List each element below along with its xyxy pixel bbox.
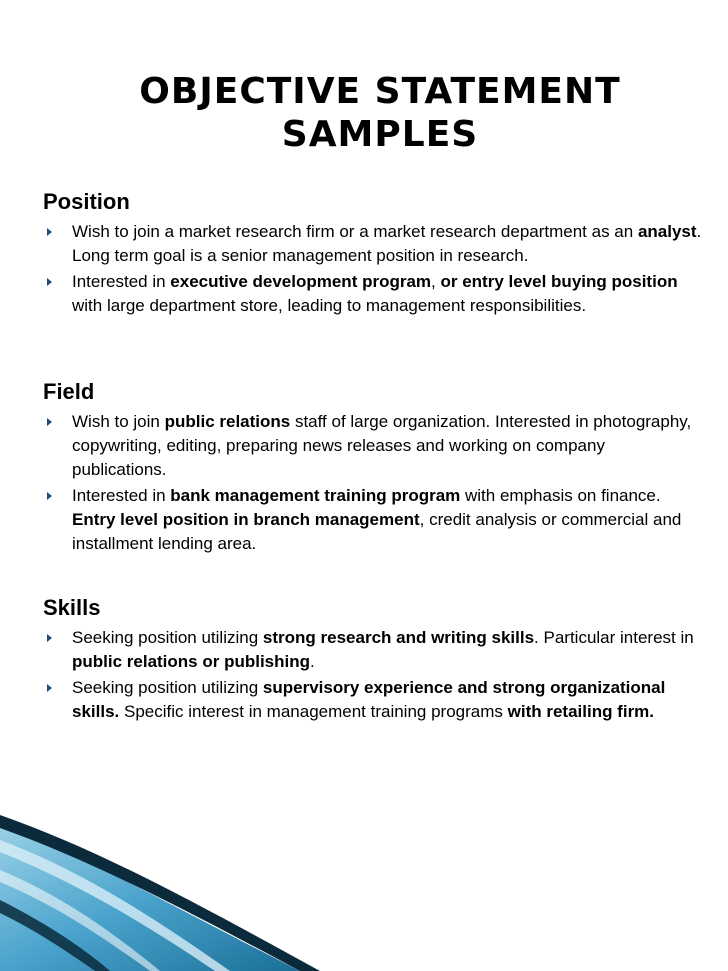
list-item bbox=[43, 410, 703, 482]
text-run: with emphasis on finance. bbox=[460, 486, 661, 505]
bold-text: analyst bbox=[637, 222, 697, 241]
title-line-1: OBJECTIVE STATEMENT bbox=[139, 71, 621, 112]
bullet-text bbox=[72, 272, 678, 315]
text-run: . Particular interest in bbox=[534, 628, 694, 647]
section-skills bbox=[43, 594, 703, 726]
text-run: , bbox=[431, 272, 441, 291]
section-position bbox=[43, 188, 703, 320]
bullet-arrow-icon bbox=[47, 278, 52, 286]
bullet-arrow-icon bbox=[47, 684, 52, 692]
bold-text: or entry level buying position bbox=[440, 272, 678, 291]
text-run: staff of large organization. Interested in photography, copywriting, editing, preparing news releases and working on company publications. bbox=[72, 412, 692, 479]
section-heading: Skills bbox=[43, 595, 101, 620]
bold-text: public relations bbox=[164, 412, 291, 431]
list-item bbox=[43, 220, 703, 268]
text-run: Seeking position utilizing bbox=[72, 678, 263, 697]
list-item bbox=[43, 676, 703, 724]
bold-text: strong research and writing skills bbox=[262, 628, 535, 647]
bullet-arrow-icon bbox=[47, 634, 52, 642]
text-run: Wish to join bbox=[72, 412, 165, 431]
bullet-text bbox=[72, 412, 691, 479]
text-run: . Long term goal is a senior management position in research. bbox=[72, 222, 702, 265]
bold-text: bank management training program bbox=[170, 486, 461, 505]
text-run: Wish to join a market research firm or a market research department as an bbox=[72, 222, 638, 241]
bullet-arrow-icon bbox=[47, 492, 52, 500]
text-run: . bbox=[310, 652, 315, 671]
bullet-text bbox=[72, 486, 681, 553]
text-run: Specific interest in management training programs bbox=[119, 702, 508, 721]
bold-text: executive development program bbox=[170, 272, 432, 291]
text-run: Interested in bbox=[72, 486, 171, 505]
text-run: Interested in bbox=[72, 272, 171, 291]
list-item bbox=[43, 270, 703, 318]
title-line-2: SAMPLES bbox=[281, 114, 479, 155]
bold-text: with retailing firm. bbox=[507, 702, 655, 721]
bullet-arrow-icon bbox=[47, 418, 52, 426]
bullet-arrow-icon bbox=[47, 228, 52, 236]
bold-text: public relations or publishing bbox=[72, 652, 311, 671]
page-title bbox=[100, 70, 660, 156]
text-run: , credit analysis or commercial and installment lending area. bbox=[72, 510, 682, 553]
bold-text: Entry level position in branch management bbox=[72, 510, 420, 529]
bullet-text bbox=[72, 628, 694, 671]
bold-text: supervisory experience and strong organizational skills. bbox=[72, 678, 666, 721]
section-heading: Position bbox=[43, 189, 130, 214]
bullet-text bbox=[72, 222, 701, 265]
text-run: Seeking position utilizing bbox=[72, 628, 263, 647]
list-item bbox=[43, 484, 703, 556]
list-item bbox=[43, 626, 703, 674]
text-run: with large department store, leading to management responsibilities. bbox=[72, 296, 587, 315]
bullet-text bbox=[72, 678, 665, 721]
section-field bbox=[43, 378, 703, 558]
section-heading: Field bbox=[43, 379, 95, 404]
